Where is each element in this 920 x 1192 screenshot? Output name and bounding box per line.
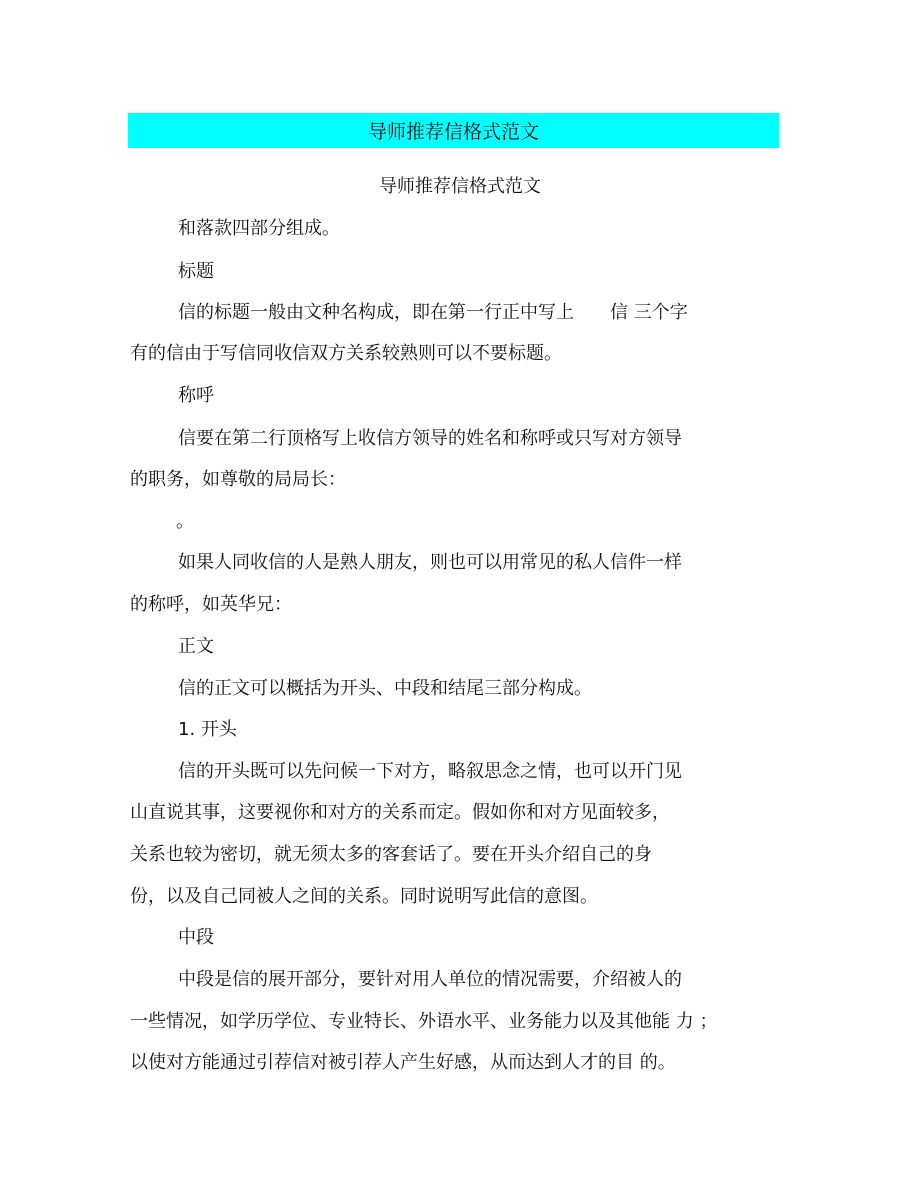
paragraph-line: 一些情况，如学历学位、专业特长、外语水平、业务能力以及其他能 力 ；: [130, 1011, 718, 1032]
paragraph-line: 关系也较为密切，就无须太多的客套话了。要在开头介绍自己的身: [130, 844, 652, 865]
paragraph-line: 信的开头既可以先问候一下对方，略叙思念之情，也可以开门见: [178, 761, 682, 782]
title-banner: [128, 113, 779, 148]
paragraph-line: 如果人同收信的人是熟人朋友，则也可以用常见的私人信件一样: [178, 552, 682, 573]
paragraph-line: 中段是信的展开部分，要针对用人单位的情况需要，介绍被人的: [178, 969, 682, 990]
paragraph-line: 信要在第二行顶格写上收信方领导的姓名和称呼或只写对方领导: [178, 428, 682, 449]
section-heading-body: 正文: [178, 636, 214, 657]
paragraph-line: 的称呼，如英华兄：: [130, 594, 292, 615]
paragraph-line: 的职务，如尊敬的局局长：: [130, 469, 346, 490]
section-heading-title: 标题: [178, 261, 214, 282]
paragraph-line: 。: [176, 511, 194, 532]
paragraph-line: 信的标题一般由文种名构成，即在第一行正中写上 信 三个字: [178, 302, 688, 323]
paragraph-line: 山直说其事，这要视你和对方的关系而定。假如你和对方见面较多，: [130, 802, 670, 823]
section-heading-opening: 1. 开头: [178, 719, 237, 740]
banner-title: 导师推荐信格式范文: [367, 121, 539, 143]
paragraph-line: 和落款四部分组成。: [178, 218, 340, 239]
section-heading-middle: 中段: [178, 927, 214, 948]
paragraph-line: 份，以及自己同被人之间的关系。同时说明写此信的意图。: [130, 886, 598, 907]
paragraph-line: 以使对方能通过引荐信对被引荐人产生好感，从而达到人才的目 的。: [130, 1052, 676, 1073]
paragraph-line: 信的正文可以概括为开头、中段和结尾三部分构成。: [178, 678, 592, 699]
document-subtitle: 导师推荐信格式范文: [379, 176, 541, 197]
paragraph-line: 有的信由于写信同收信双方关系较熟则可以不要标题。: [130, 343, 562, 364]
section-heading-salutation: 称呼: [178, 385, 214, 406]
